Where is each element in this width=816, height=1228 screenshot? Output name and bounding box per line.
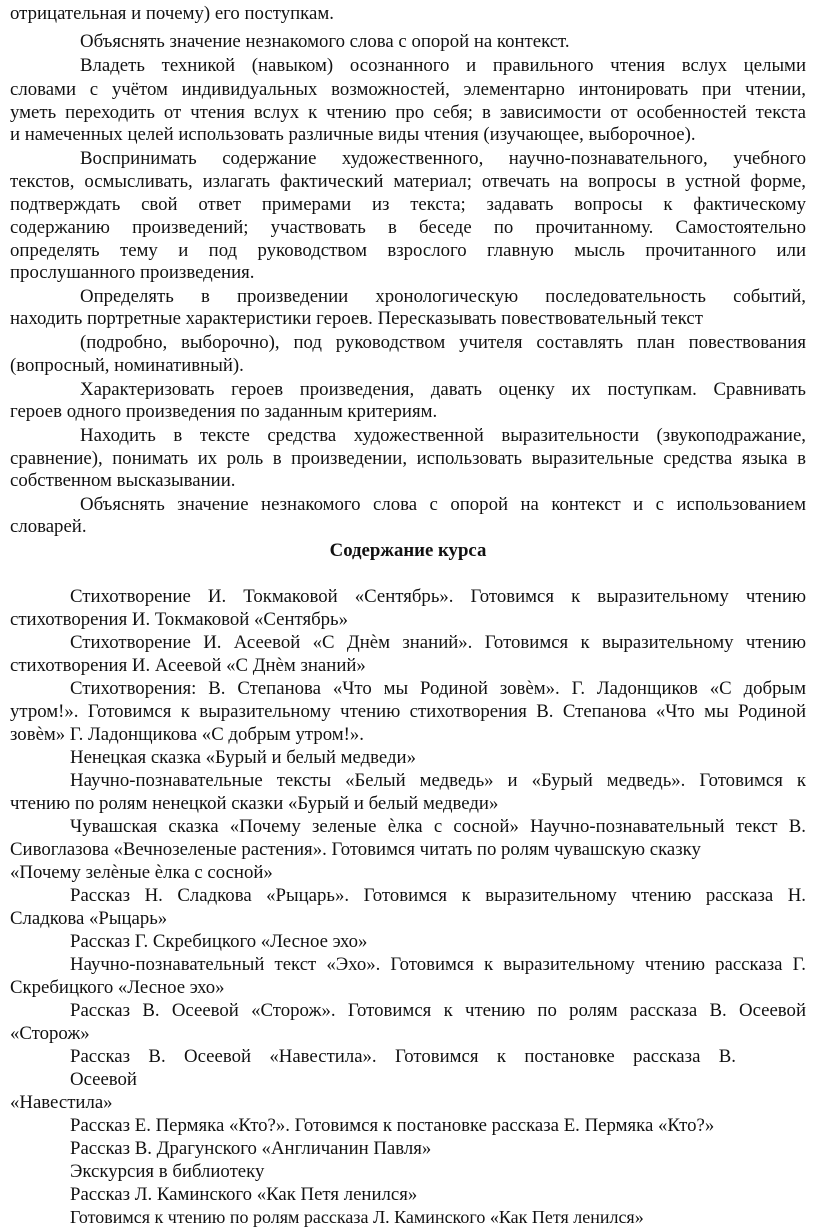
text-line: Объяснять значение незнакомого слова с опорой на контекст. bbox=[80, 31, 570, 52]
section-heading: Содержание курса bbox=[329, 540, 487, 561]
text-line: (подробно, выборочно), под руководством учителя составлять план повествования bbox=[80, 332, 806, 353]
text-line: подтверждать свой ответ примерами из текста; задавать вопросы к фактическому bbox=[10, 194, 806, 215]
text-line: определять тему и под руководством взрослого главную мысль прочитанного или bbox=[10, 240, 806, 261]
text-line: Научно-познавательные тексты «Белый медведь» и «Бурый медведь». Готовимся к bbox=[70, 770, 806, 791]
text-line: словарей. bbox=[10, 516, 87, 537]
text-line: Рассказ Г. Скребицкого «Лесное эхо» bbox=[70, 931, 368, 952]
text-line: Объяснять значение незнакомого слова с опорой на контекст и с использованием bbox=[80, 494, 806, 515]
text-line: прослушанного произведения. bbox=[10, 262, 255, 283]
text-line: «Сторож» bbox=[10, 1023, 90, 1044]
text-line: героев одного произведения по заданным критериям. bbox=[10, 401, 438, 422]
text-line: Научно-познавательный текст «Эхо». Готовимся к выразительному чтению рассказа Г. bbox=[70, 954, 806, 975]
text-line: Ненецкая сказка «Бурый и белый медведи» bbox=[70, 747, 417, 768]
text-line: уметь переходить от чтения вслух к чтению про себя; в зависимости от особенностей текста bbox=[10, 102, 806, 123]
text-line: сравнение), понимать их роль в произведении, использовать выразительные средства языка в bbox=[10, 448, 806, 469]
text-line: Рассказ Л. Каминского «Как Петя ленился» bbox=[70, 1184, 418, 1205]
text-line: Стихотворение И. Асеевой «С Днѐм знаний». Готовимся к выразительному чтению bbox=[70, 632, 806, 653]
text-line: Сивоглазова «Вечнозеленые растения». Готовимся читать по ролям чувашскую сказку bbox=[10, 839, 701, 860]
text-line: стихотворения И. Токмаковой «Сентябрь» bbox=[10, 609, 349, 630]
text-line: утром!». Готовимся к выразительному чтению стихотворения В. Степанова «Что мы Родиной bbox=[10, 701, 806, 722]
text-line: Осеевой bbox=[70, 1069, 137, 1090]
text-line: Рассказ В. Драгунского «Англичанин Павля» bbox=[70, 1138, 432, 1159]
text-line: Рассказ Н. Сладкова «Рыцарь». Готовимся к выразительному чтению рассказа Н. bbox=[70, 885, 806, 906]
text-line: находить портретные характеристики героев. Пересказывать повествовательный текст bbox=[10, 308, 703, 329]
text-line: отрицательная и почему) его поступкам. bbox=[10, 3, 334, 24]
text-line: «Навестила» bbox=[10, 1092, 113, 1113]
text-line: (вопросный, номинативный). bbox=[10, 355, 244, 376]
text-line: Рассказ В. Осеевой «Сторож». Готовимся к чтению по ролям рассказа В. Осеевой bbox=[70, 1000, 806, 1021]
text-line: Характеризовать героев произведения, давать оценку их поступкам. Сравнивать bbox=[80, 379, 806, 400]
text-line: Находить в тексте средства художественной выразительности (звукоподражание, bbox=[80, 425, 806, 446]
text-line: Чувашская сказка «Почему зеленые ѐлка с сосной» Научно-познавательный текст В. bbox=[70, 816, 806, 837]
text-line: Владеть техникой (навыком) осознанного и правильного чтения вслух целыми bbox=[80, 55, 806, 76]
text-line: стихотворения И. Асеевой «С Днѐм знаний» bbox=[10, 655, 366, 676]
text-line: Скребицкого «Лесное эхо» bbox=[10, 977, 225, 998]
text-line: Стихотворение И. Токмаковой «Сентябрь». Готовимся к выразительному чтению bbox=[70, 586, 806, 607]
text-line: Определять в произведении хронологическую последовательность событий, bbox=[80, 286, 806, 307]
text-line: словами с учётом индивидуальных возможностей, элементарно интонировать при чтении, bbox=[10, 79, 806, 100]
text-line: зовѐм» Г. Ладонщикова «С добрым утром!». bbox=[10, 724, 364, 745]
text-line: Рассказ В. Осеевой «Навестила». Готовимся к постановке рассказа В. bbox=[70, 1046, 736, 1067]
text-line: собственном высказывании. bbox=[10, 470, 236, 491]
text-line: Сладкова «Рыцарь» bbox=[10, 908, 168, 929]
text-line: «Почему зелѐные ѐлка с сосной» bbox=[10, 862, 273, 883]
text-line: Готовимся к чтению по ролям рассказа Л. Каминского «Как Петя ленился» bbox=[70, 1207, 644, 1227]
text-line: Рассказ Е. Пермяка «Кто?». Готовимся к постановке рассказа Е. Пермяка «Кто?» bbox=[70, 1115, 715, 1136]
text-line: Экскурсия в библиотеку bbox=[70, 1161, 265, 1182]
text-line: Стихотворения: В. Степанова «Что мы Родиной зовѐм». Г. Ладонщиков «С добрым bbox=[70, 678, 806, 699]
text-line: текстов, осмысливать, излагать фактический материал; отвечать на вопросы в устной форме, bbox=[10, 171, 806, 192]
text-line: Воспринимать содержание художественного, научно-познавательного, учебного bbox=[80, 148, 806, 169]
text-line: и намеченных целей использовать различные виды чтения (изучающее, выборочное). bbox=[10, 124, 696, 145]
text-line: чтению по ролям ненецкой сказки «Бурый и белый медведи» bbox=[10, 793, 499, 814]
text-line: содержанию произведений; участвовать в беседе по прочитанному. Самостоятельно bbox=[10, 217, 806, 238]
